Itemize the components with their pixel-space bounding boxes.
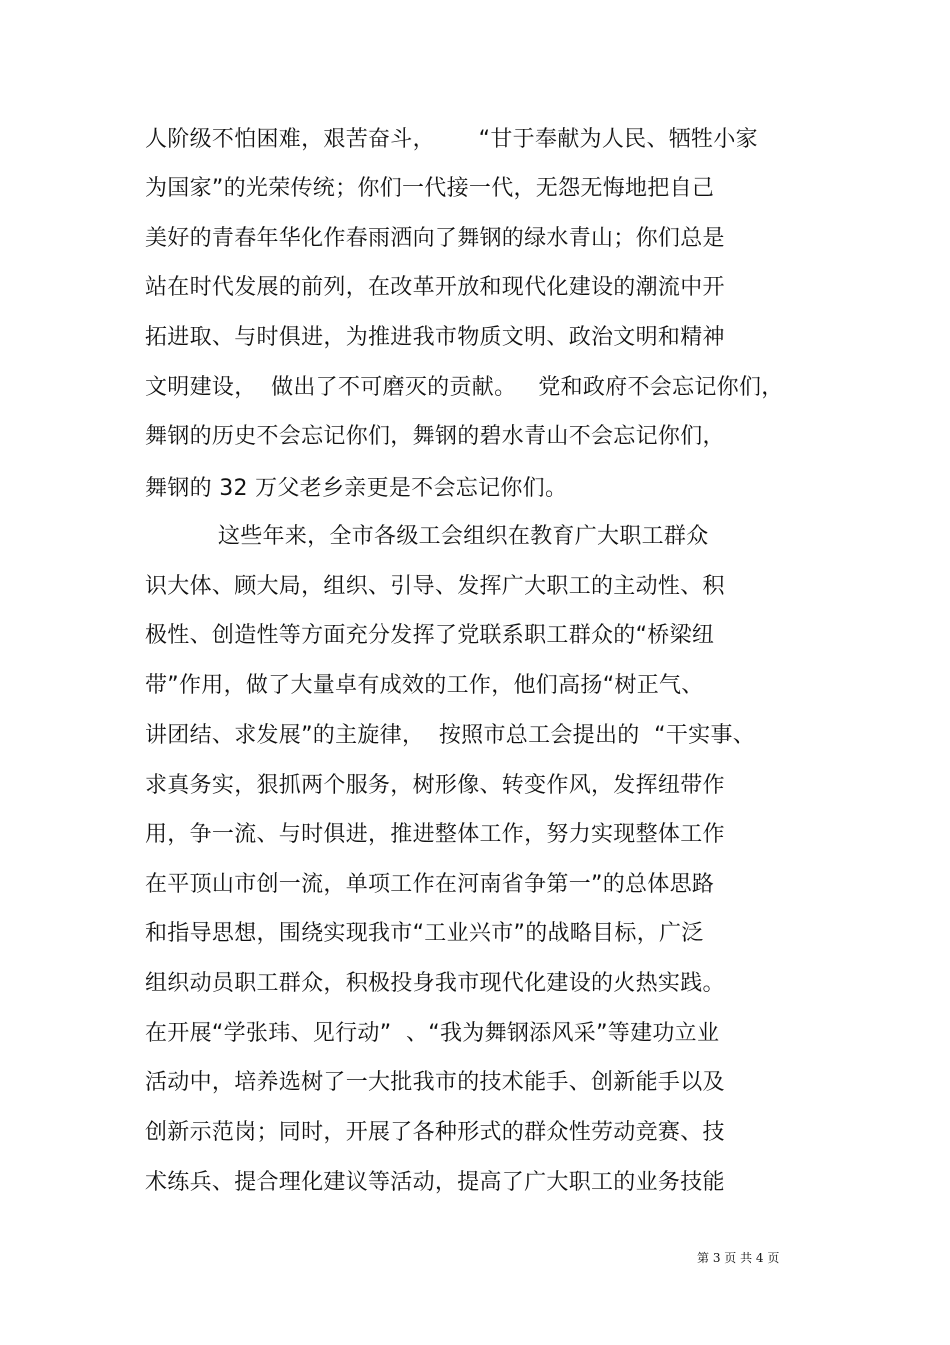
text-line: 拓进取、与时俱进，为推进我市物质文明、政治文明和精神 bbox=[145, 325, 725, 350]
text-line: 文明建设， 做出了不可磨灭的贡献。 党和政府不会忘记你们， bbox=[145, 375, 784, 400]
text-line: 创新示范岗；同时，开展了各种形式的群众性劳动竞赛、技 bbox=[145, 1120, 725, 1145]
text-line: 在开展“学张玮、见行动” 、“我为舞钢添风采”等建功立业 bbox=[145, 1021, 720, 1046]
paragraph-start-line: 这些年来，全市各级工会组织在教育广大职工群众 bbox=[145, 524, 709, 549]
text-line: 讲团结、求发展”的主旋律， 按照市总工会提出的 “干实事、 bbox=[145, 723, 756, 748]
text-line: 用，争一流、与时俱进，推进整体工作，努力实现整体工作 bbox=[145, 822, 725, 847]
text-line: 人阶级不怕困难，艰苦奋斗， “甘于奉献为人民、牺牲小家 bbox=[145, 127, 758, 152]
text-line: 极性、创造性等方面充分发挥了党联系职工群众的“桥梁纽 bbox=[145, 623, 715, 648]
text-line: 组织动员职工群众，积极投身我市现代化建设的火热实践。 bbox=[145, 971, 725, 996]
text-line: 为国家”的光荣传统；你们一代接一代，无怨无悔地把自己 bbox=[145, 176, 715, 201]
text-line: 美好的青春年华化作春雨洒向了舞钢的绿水青山；你们总是 bbox=[145, 226, 725, 251]
text-line: 站在时代发展的前列，在改革开放和现代化建设的潮流中开 bbox=[145, 275, 725, 300]
page-number-footer: 第 3 页 共 4 页 bbox=[697, 1251, 780, 1265]
text-line: 舞钢的历史不会忘记你们，舞钢的碧水青山不会忘记你们， bbox=[145, 424, 725, 449]
text-line: 在平顶山市创一流，单项工作在河南省争第一”的总体思路 bbox=[145, 872, 715, 897]
text-line: 舞钢的 32 万父老乡亲更是不会忘记你们。 bbox=[145, 476, 568, 501]
text-line: 和指导思想，围绕实现我市“工业兴市”的战略目标，广泛 bbox=[145, 921, 704, 946]
text-line: 活动中，培养选树了一大批我市的技术能手、创新能手以及 bbox=[145, 1070, 725, 1095]
text-line: 识大体、顾大局，组织、引导、发挥广大职工的主动性、积 bbox=[145, 574, 725, 599]
text-line: 术练兵、提合理化建议等活动，提高了广大职工的业务技能 bbox=[145, 1170, 725, 1195]
text-line: 带”作用，做了大量卓有成效的工作，他们高扬“树正气、 bbox=[145, 673, 704, 698]
text-line: 求真务实，狠抓两个服务，树形像、转变作风，发挥纽带作 bbox=[145, 773, 725, 798]
